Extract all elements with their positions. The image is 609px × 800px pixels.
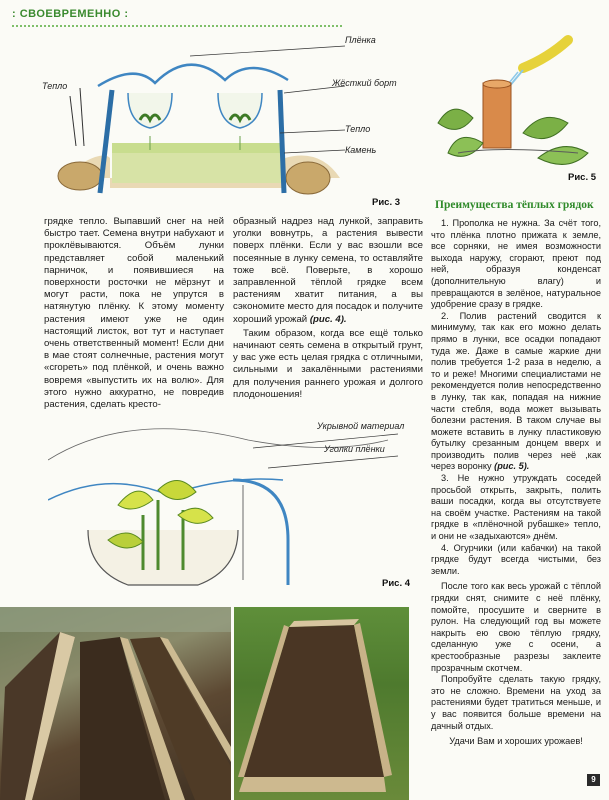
text-column-middle: [233, 216, 423, 401]
fig3-label-warm-left: Тепло: [42, 81, 68, 91]
fig3-label-film: Плёнка: [345, 35, 376, 45]
paragraph: 2. Полив растений сводится к минимуму, так как его можно делать прямо в лунки, все осадки попадают туда же. Даже в самые жаркие дни полив требуется 1-2 раза в неделю, а то и реже! Многими специалистами не рекомендуется полив непосредственно в лунку, так как, попадая на нижние части стебля, вода может вызывать болезни растения. В таком случае вы можете вставить в лунку пластиковую бутылку срезанным донцем вверх и производить полив через неё ,как через воронку (рис. 5).: [431, 310, 601, 472]
fig3-label-warm-right: Тепло: [345, 124, 371, 134]
figure-ref: (рис. 5).: [494, 461, 530, 472]
paragraph: образный надрез над лункой, заправить уголки вовнутрь, а растения вывести поверх плёнки. Если у вас взошли все посеянные в лунку семена, то оставляйте тоже всё. Поверьте, в хорошо заправленной тёплой грядке всем растениям хватит питания, а вы сэкономите место для посадок и получите хороший урожай (рис. 4).: [233, 216, 423, 325]
figure-ref: (рис. 4).: [309, 313, 347, 325]
fig3-label-board: Жёсткий борт: [332, 78, 397, 88]
advantages-title: Преимущества тёплых грядок: [435, 199, 594, 211]
raised-bed-photo: [234, 607, 409, 800]
figure-5-drawing: [428, 28, 603, 183]
figure-3-drawing: [40, 28, 370, 206]
fig4-label-corners: Уголки плёнки: [324, 444, 385, 454]
text-column-right: [431, 218, 601, 748]
paragraph: грядке тепло. Выпавший снег на ней быстро тает. Семена внутри набухают и проклёвываются. Объём лунки представляет собой маленький парничок, и появившиеся на поверхности росточки не мёрзнут и могут расти, пока не упрутся в натянутую плёнку. К этому моменту растения имеют уже не один настоящий листок, вот тут и наступает очень ответственный момент! Если дни в мае стоят солнечные, растения могут «сгореть» под плёнкой, и очень важно вовремя «выпустить их на волю». Для этого нужно аккуратно, не повредив растения, сделать кресто-: [44, 216, 224, 411]
fig4-caption: Рис. 4: [382, 578, 411, 589]
text-column-left: [44, 216, 224, 411]
header-divider: [12, 25, 342, 27]
section-header: : СВОЕВРЕМЕННО :: [12, 8, 129, 20]
paragraph: 1. Прополка не нужна. За счёт того, что плёнка плотно прижата к земле, все сорняки, не имея возможности выхода наружу, сгорают, преют под ней, образуя конденсат (дополнительную влагу) и превращаются в зелёное, натуральное удобрение сразу в грядке.: [431, 218, 601, 310]
paragraph: После того как весь урожай с тёплой грядки снят, снимите с неё плёнку, помойте, просушите и сверните в рулон. На следующий год вы можете накрыть ею свою тёплую грядку, сделанную уже с осени, а крестообразные разрезы заклеите прозрачным скотчем.: [431, 581, 601, 673]
fig4-label-cover: Укрывной материал: [317, 421, 405, 431]
paragraph: 3. Не нужно утруждать соседей просьбой открыть, закрыть, полить ваши посадки, когда вы отсутствуете на своём участке. Растениям на такой грядке в «плёночной рубашке» тепло, и они не «задыхаются» днём.: [431, 473, 601, 542]
paragraph: 4. Огурчики (или кабачки) на такой грядке будут всегда чистыми, без земли.: [431, 542, 601, 576]
fig5-caption: Рис. 5: [568, 172, 597, 183]
fig3-caption: Рис. 3: [372, 197, 401, 208]
paragraph: Попробуйте сделать такую грядку, это не сложно. Времени на уход за растениями будет тратиться меньше, и у вас появится больше времени на дачный отдых.: [431, 674, 601, 731]
paragraph: Таким образом, когда все ещё только начинают сеять семена в открытый грунт, у вас уже есть целая грядка с отличными, сильными и закалёнными растениями для получения раннего урожая и долгого плодоношения!: [233, 327, 423, 400]
page-number: 9: [587, 774, 600, 786]
fig3-label-stone: Камень: [345, 145, 377, 155]
closing-line: Удачи Вам и хороших урожаев!: [449, 736, 583, 747]
greenhouse-beds-photo: [0, 607, 231, 800]
